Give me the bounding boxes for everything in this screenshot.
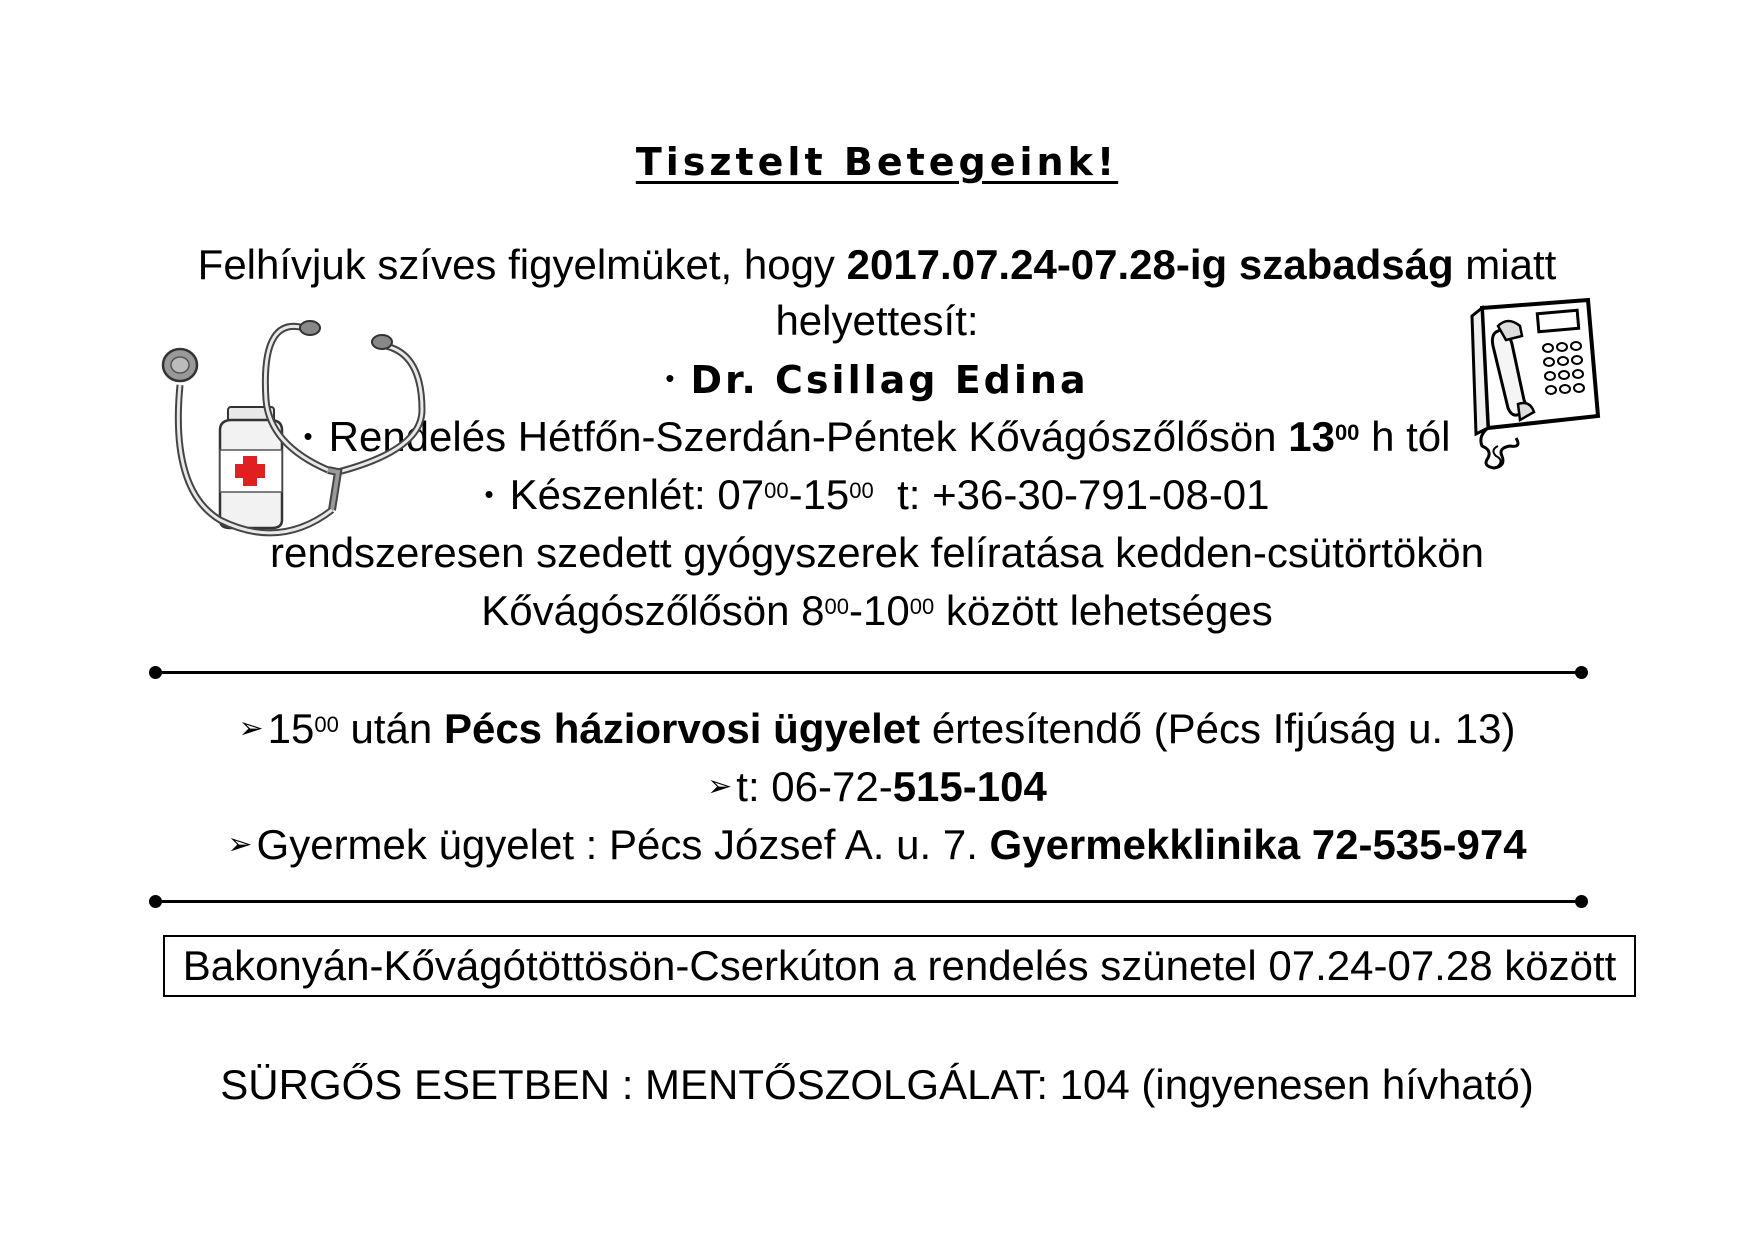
bullet-icon: •	[303, 420, 313, 451]
after-hours-phone-number: 515-104	[892, 763, 1047, 810]
substitute-label: helyettesít:	[775, 297, 979, 344]
after-hours-service: Pécs háziorvosi ügyelet	[443, 705, 921, 752]
stethoscope-medicine-bottle-icon	[160, 270, 430, 540]
arrow-bullet-icon: ➢	[227, 827, 253, 861]
bullet-icon: •	[484, 478, 494, 509]
after-hours-line: $➢15^{00}$ után Pécs háziorvosi ügyelet értesítendő (Pécs Ifjúság u. 13)	[238, 705, 1516, 752]
office-hours-text: Rendelés Hétfőn-Szerdán-Péntek Kővágószőlősön	[328, 413, 1289, 460]
divider-rule	[155, 900, 1582, 903]
office-hours-hour: $13^{00}$	[1288, 413, 1360, 460]
prescription-line-2: Kővágószőlősön $8^{00}-10^{00}$ között lehetséges	[481, 587, 1273, 634]
children-line: ➢Gyermek ügyelet : Pécs József A. u. 7. Gyermekklinika 72-535-974	[227, 821, 1527, 868]
office-hours-suffix: h tól	[1359, 413, 1451, 460]
on-call-phone: t: +36-30-791-08-01	[873, 471, 1270, 518]
bullet-icon: •	[665, 362, 675, 393]
on-call-line: • Készenlét: $07^{00}-15^{00}$ t: +36-30-791-08-01	[0, 470, 1754, 523]
arrow-bullet-icon: ➢	[707, 769, 733, 803]
wall-telephone-icon	[1468, 296, 1608, 476]
intro-suffix: miatt	[1453, 241, 1557, 288]
divider-rule	[155, 671, 1582, 674]
on-call-label: Készenlét: 07	[509, 471, 765, 518]
prescription-line-1: rendszeresen szedett gyógyszerek felíratása kedden-csütörtökön	[269, 529, 1484, 576]
page-title: Tisztelt Betegeink!	[635, 140, 1119, 184]
vacation-dates: 2017.07.24-07.28-ig szabadság	[846, 241, 1454, 288]
arrow-bullet-icon: ➢	[238, 711, 264, 745]
after-hours-phone-line: ➢t: 06-72-515-104	[707, 763, 1047, 810]
emergency-line: SÜRGŐS ESETBEN : MENTŐSZOLGÁLAT: 104 (ingyenesen hívható)	[220, 1061, 1534, 1108]
doctor-name: Dr. Csillag Edina	[690, 358, 1089, 402]
closure-notice: Bakonyán-Kővágótöttösön-Cserkúton a rendelés szünetel 07.24-07.28 között	[163, 935, 1636, 997]
children-clinic: Gyermekklinika 72-535-974	[989, 821, 1527, 868]
intro-prefix: Felhívjuk szíves figyelmüket, hogy	[197, 241, 847, 288]
